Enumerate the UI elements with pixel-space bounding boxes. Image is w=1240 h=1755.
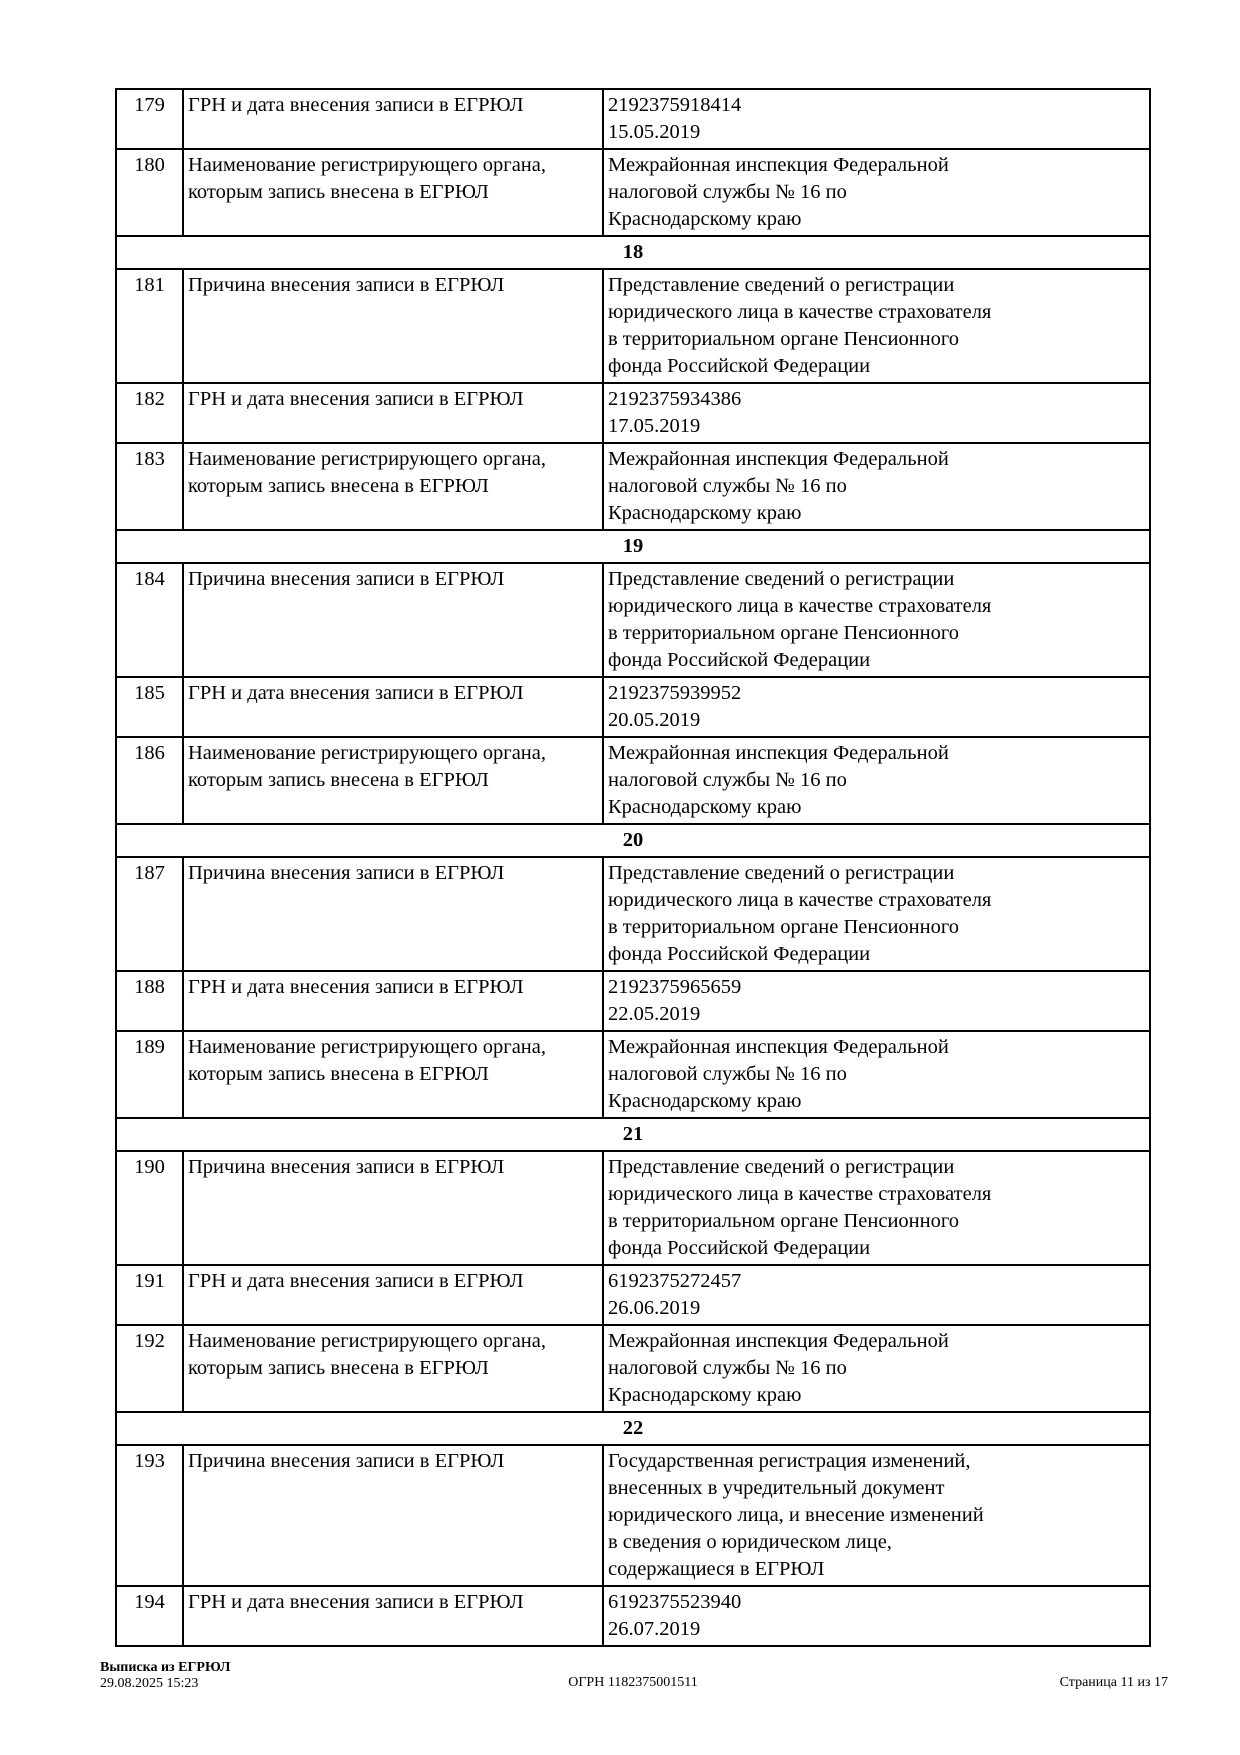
record-row — [116, 1265, 1150, 1325]
record-value — [603, 1151, 1150, 1265]
record-label-line: Наименование регистрирующего органа, — [188, 1036, 546, 1058]
record-value-line: содержащиеся в ЕГРЮЛ — [608, 1558, 825, 1580]
record-value-line: налоговой службы № 16 по — [608, 181, 847, 203]
record-value — [603, 1445, 1150, 1586]
record-label — [183, 269, 603, 383]
section-header-row — [116, 824, 1150, 857]
record-value-line: 26.06.2019 — [608, 1297, 701, 1319]
section-header-row — [116, 530, 1150, 563]
record-label — [183, 563, 603, 677]
record-value-line: Краснодарскому краю — [608, 502, 802, 524]
record-label-line: которым запись внесена в ЕГРЮЛ — [188, 475, 489, 497]
record-label-line: которым запись внесена в ЕГРЮЛ — [188, 181, 489, 203]
record-row — [116, 149, 1150, 236]
record-label-line: Причина внесения записи в ЕГРЮЛ — [188, 274, 505, 296]
record-label — [183, 1325, 603, 1412]
record-value — [603, 1031, 1150, 1118]
record-row — [116, 737, 1150, 824]
record-value-line: 2192375918414 — [608, 94, 742, 116]
record-value-line: фонда Российской Федерации — [608, 943, 871, 965]
record-value-line: 6192375523940 — [608, 1591, 742, 1613]
record-row — [116, 443, 1150, 530]
record-row — [116, 1151, 1150, 1265]
record-value-line: Краснодарскому краю — [608, 796, 802, 818]
record-label-line: ГРН и дата внесения записи в ЕГРЮЛ — [188, 976, 524, 998]
record-row — [116, 563, 1150, 677]
section-header-row — [116, 236, 1150, 269]
record-row — [116, 1586, 1150, 1646]
record-value-line: Межрайонная инспекция Федеральной — [608, 1330, 949, 1352]
record-value-line: 2192375965659 — [608, 976, 742, 998]
record-row — [116, 1445, 1150, 1586]
record-value-line: юридического лица, и внесение изменений — [608, 1504, 984, 1526]
record-value — [603, 269, 1150, 383]
record-value-line: в территориальном органе Пенсионного — [608, 622, 960, 644]
record-value-line: 15.05.2019 — [608, 121, 701, 143]
record-row — [116, 269, 1150, 383]
record-value-line: юридического лица в качестве страхователя — [608, 889, 992, 911]
record-label-line: Наименование регистрирующего органа, — [188, 154, 546, 176]
record-number: 194 — [116, 1586, 183, 1646]
record-label — [183, 149, 603, 236]
record-row — [116, 1325, 1150, 1412]
record-row — [116, 857, 1150, 971]
record-value — [603, 443, 1150, 530]
record-value-line: Межрайонная инспекция Федеральной — [608, 742, 949, 764]
record-label — [183, 1265, 603, 1325]
record-label — [183, 971, 603, 1031]
record-value — [603, 1265, 1150, 1325]
record-row — [116, 383, 1150, 443]
record-value-line: налоговой службы № 16 по — [608, 1357, 847, 1379]
record-value-line: 6192375272457 — [608, 1270, 742, 1292]
record-label-line: ГРН и дата внесения записи в ЕГРЮЛ — [188, 388, 524, 410]
record-label-line: Причина внесения записи в ЕГРЮЛ — [188, 862, 505, 884]
record-number: 193 — [116, 1445, 183, 1586]
section-header-row — [116, 1118, 1150, 1151]
record-value-line: юридического лица в качестве страхователя — [608, 301, 992, 323]
record-label-line: Причина внесения записи в ЕГРЮЛ — [188, 1450, 505, 1472]
section-number: 18 — [116, 236, 1150, 269]
record-label — [183, 1586, 603, 1646]
record-value-line: 2192375939952 — [608, 682, 742, 704]
section-number: 21 — [116, 1118, 1150, 1151]
footer-page-number: Страница 11 из 17 — [1059, 1675, 1168, 1690]
record-number: 183 — [116, 443, 183, 530]
record-label-line: ГРН и дата внесения записи в ЕГРЮЛ — [188, 682, 524, 704]
record-label — [183, 677, 603, 737]
record-number: 185 — [116, 677, 183, 737]
registry-records-table — [115, 88, 1151, 1647]
record-label — [183, 383, 603, 443]
record-value-line: Краснодарскому краю — [608, 208, 802, 230]
record-value-line: внесенных в учредительный документ — [608, 1477, 945, 1499]
record-label-line: ГРН и дата внесения записи в ЕГРЮЛ — [188, 1270, 524, 1292]
record-label — [183, 737, 603, 824]
record-number: 187 — [116, 857, 183, 971]
record-number: 186 — [116, 737, 183, 824]
record-value — [603, 89, 1150, 149]
record-value — [603, 149, 1150, 236]
record-value-line: Представление сведений о регистрации — [608, 1156, 955, 1178]
record-value — [603, 971, 1150, 1031]
record-value-line: фонда Российской Федерации — [608, 1237, 871, 1259]
record-value-line: налоговой службы № 16 по — [608, 475, 847, 497]
record-value-line: в сведения о юридическом лице, — [608, 1531, 892, 1553]
record-row — [116, 89, 1150, 149]
record-number: 190 — [116, 1151, 183, 1265]
record-row — [116, 971, 1150, 1031]
section-number: 19 — [116, 530, 1150, 563]
record-value-line: Межрайонная инспекция Федеральной — [608, 448, 949, 470]
footer-ogrn: ОГРН 1182375001511 — [568, 1675, 698, 1690]
record-value-line: Представление сведений о регистрации — [608, 274, 955, 296]
record-value-line: налоговой службы № 16 по — [608, 1063, 847, 1085]
record-number: 189 — [116, 1031, 183, 1118]
record-value — [603, 1586, 1150, 1646]
record-number: 192 — [116, 1325, 183, 1412]
record-value-line: в территориальном органе Пенсионного — [608, 328, 960, 350]
record-value-line: 26.07.2019 — [608, 1618, 701, 1640]
record-value-line: 20.05.2019 — [608, 709, 701, 731]
record-label-line: которым запись внесена в ЕГРЮЛ — [188, 769, 489, 791]
record-value — [603, 857, 1150, 971]
record-label — [183, 89, 603, 149]
record-value — [603, 1325, 1150, 1412]
record-label-line: которым запись внесена в ЕГРЮЛ — [188, 1063, 489, 1085]
record-value-line: фонда Российской Федерации — [608, 649, 871, 671]
record-value-line: Представление сведений о регистрации — [608, 568, 955, 590]
record-value-line: Межрайонная инспекция Федеральной — [608, 154, 949, 176]
record-label — [183, 857, 603, 971]
record-label-line: Наименование регистрирующего органа, — [188, 1330, 546, 1352]
record-value-line: фонда Российской Федерации — [608, 355, 871, 377]
record-label-line: Наименование регистрирующего органа, — [188, 448, 546, 470]
section-number: 22 — [116, 1412, 1150, 1445]
record-number: 180 — [116, 149, 183, 236]
record-value-line: Краснодарскому краю — [608, 1090, 802, 1112]
record-label-line: Наименование регистрирующего органа, — [188, 742, 546, 764]
record-value-line: в территориальном органе Пенсионного — [608, 1210, 960, 1232]
record-number: 191 — [116, 1265, 183, 1325]
record-number: 181 — [116, 269, 183, 383]
record-label — [183, 443, 603, 530]
record-value-line: Представление сведений о регистрации — [608, 862, 955, 884]
record-value — [603, 383, 1150, 443]
record-label-line: которым запись внесена в ЕГРЮЛ — [188, 1357, 489, 1379]
record-value — [603, 677, 1150, 737]
record-value-line: Государственная регистрация изменений, — [608, 1450, 971, 1472]
footer-datetime: 29.08.2025 15:23 — [100, 1675, 199, 1691]
record-label — [183, 1151, 603, 1265]
record-label-line: Причина внесения записи в ЕГРЮЛ — [188, 568, 505, 590]
record-label — [183, 1031, 603, 1118]
record-number: 184 — [116, 563, 183, 677]
section-number: 20 — [116, 824, 1150, 857]
record-value-line: 22.05.2019 — [608, 1003, 701, 1025]
record-number: 188 — [116, 971, 183, 1031]
record-value-line: 2192375934386 — [608, 388, 742, 410]
record-row — [116, 1031, 1150, 1118]
record-value-line: юридического лица в качестве страхователя — [608, 595, 992, 617]
footer-doc-title: Выписка из ЕГРЮЛ — [100, 1660, 231, 1675]
record-row — [116, 677, 1150, 737]
record-number: 179 — [116, 89, 183, 149]
record-value — [603, 563, 1150, 677]
record-value-line: в территориальном органе Пенсионного — [608, 916, 960, 938]
record-value-line: 17.05.2019 — [608, 415, 701, 437]
record-label-line: ГРН и дата внесения записи в ЕГРЮЛ — [188, 1591, 524, 1613]
record-value — [603, 737, 1150, 824]
record-label-line: Причина внесения записи в ЕГРЮЛ — [188, 1156, 505, 1178]
record-value-line: Межрайонная инспекция Федеральной — [608, 1036, 949, 1058]
record-label — [183, 1445, 603, 1586]
record-value-line: налоговой службы № 16 по — [608, 769, 847, 791]
record-number: 182 — [116, 383, 183, 443]
record-label-line: ГРН и дата внесения записи в ЕГРЮЛ — [188, 94, 524, 116]
section-header-row — [116, 1412, 1150, 1445]
record-value-line: Краснодарскому краю — [608, 1384, 802, 1406]
record-value-line: юридического лица в качестве страхователя — [608, 1183, 992, 1205]
